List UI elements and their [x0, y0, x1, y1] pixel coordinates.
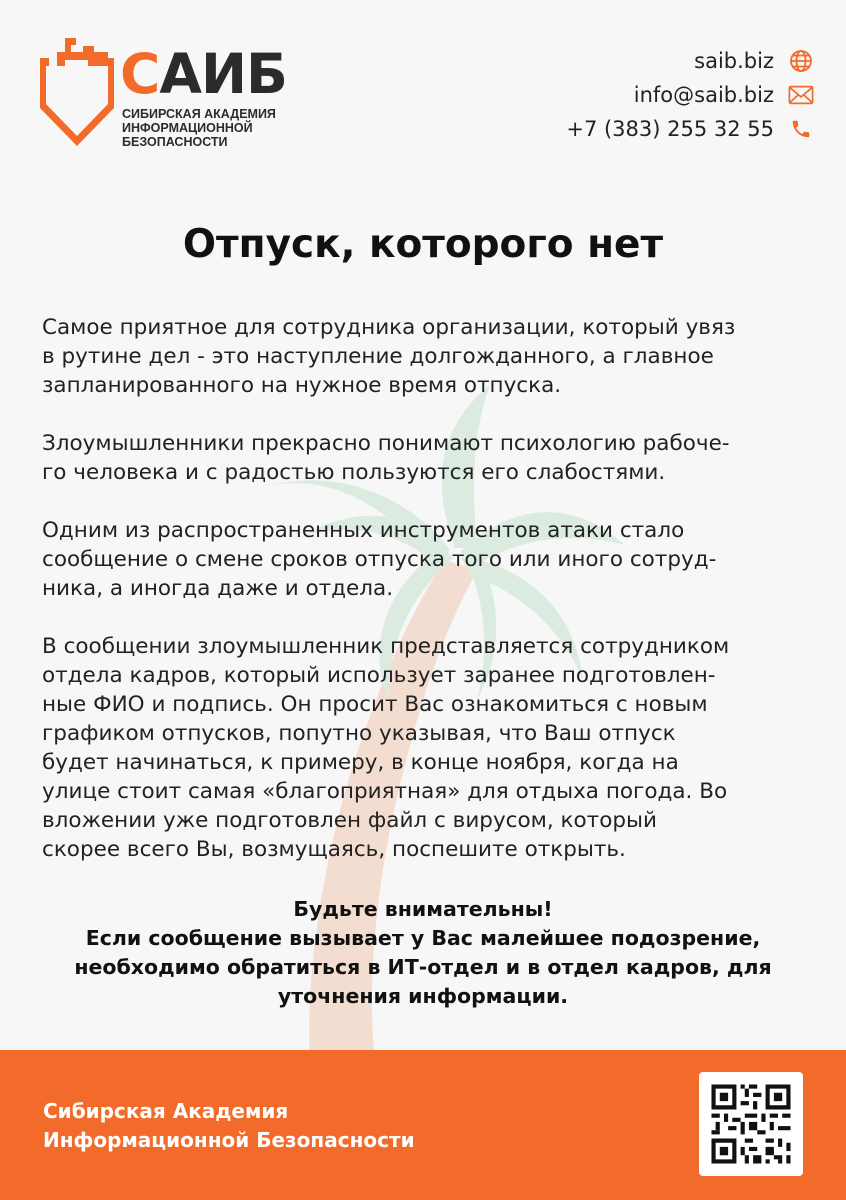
text-line: го человека и с радостью пользуются его слабостями. [42, 460, 666, 485]
logo-subtitle [122, 107, 276, 149]
text-line: сообщение о смене сроков отпуска того или иного сотруд- [42, 547, 717, 572]
warning-line: Если сообщение вызывает у Вас малейшее подозрение, [85, 926, 761, 950]
text-line: отдела кадров, который использует заранее подготовлен- [42, 663, 716, 688]
contact-email[interactable] [566, 78, 814, 112]
article-body [42, 313, 802, 893]
text-line: Одним из распространенных инструментов атаки стало [42, 518, 685, 543]
text-line: Злоумышленники прекрасно понимают психологию рабоче- [42, 431, 730, 456]
warning-block [0, 895, 846, 1011]
text-line: Самое приятное для сотрудника организации, который увяз [42, 315, 736, 340]
contact-website[interactable] [566, 44, 814, 78]
text-line: ника, а иногда даже и отдела. [42, 576, 394, 601]
text-line: в рутине дел - это наступление долгожданного, а главное [42, 344, 714, 369]
paragraph [42, 313, 802, 400]
paragraph [42, 516, 802, 603]
warning-line: необходимо обратиться в ИТ-отдел и в отдел кадров, для [74, 955, 772, 979]
globe-icon [788, 48, 814, 74]
contacts [566, 44, 814, 146]
text-line: графиком отпусков, попутно указывая, что Ваш отпуск [42, 721, 676, 746]
page-title: Отпуск, которого нет [182, 222, 664, 267]
text-line: В сообщении злоумышленник представляется сотрудником [42, 634, 730, 659]
footer [0, 1050, 846, 1200]
shield-castle-icon [38, 36, 116, 148]
contact-phone[interactable] [566, 112, 814, 146]
text-line: скорее всего Вы, возмущаясь, поспешите открыть. [42, 837, 626, 862]
qr-code[interactable] [699, 1072, 803, 1176]
warning-line: Будьте внимательны! [293, 897, 553, 921]
logo-subtitle-line: ИНФОРМАЦИОННОЙ [122, 121, 253, 135]
footer-line: Информационной Безопасности [43, 1128, 415, 1152]
qr-code-graphic [699, 1072, 803, 1176]
text-line: улице стоит самая «благоприятная» для отдыха погода. Во [42, 779, 728, 804]
paragraph [42, 632, 802, 864]
text-line: вложении уже подготовлен файл с вирусом, который [42, 808, 657, 833]
footer-line: Сибирская Академия [43, 1099, 289, 1123]
logo-subtitle-line: БЕЗОПАСНОСТИ [122, 135, 228, 149]
text-line: будет начинаться, к примеру, в конце ноября, когда на [42, 750, 679, 775]
text-line: запланированного на нужное время отпуска. [42, 373, 562, 398]
footer-org-name [43, 1097, 415, 1155]
logo [38, 36, 287, 152]
website-link[interactable]: saib.biz [694, 49, 774, 73]
phone-link[interactable]: +7 (383) 255 32 55 [566, 117, 774, 141]
logo-subtitle-line: СИБИРСКАЯ АКАДЕМИЯ [122, 107, 276, 121]
warning-line: уточнения информации. [277, 984, 569, 1008]
paragraph [42, 429, 802, 487]
email-link[interactable]: info@saib.biz [633, 83, 774, 107]
mail-icon [788, 82, 814, 108]
text-line: ные ФИО и подпись. Он просит Вас ознакомиться с новым [42, 692, 708, 717]
logo-name: САИБ [120, 42, 287, 106]
phone-icon [788, 116, 814, 142]
